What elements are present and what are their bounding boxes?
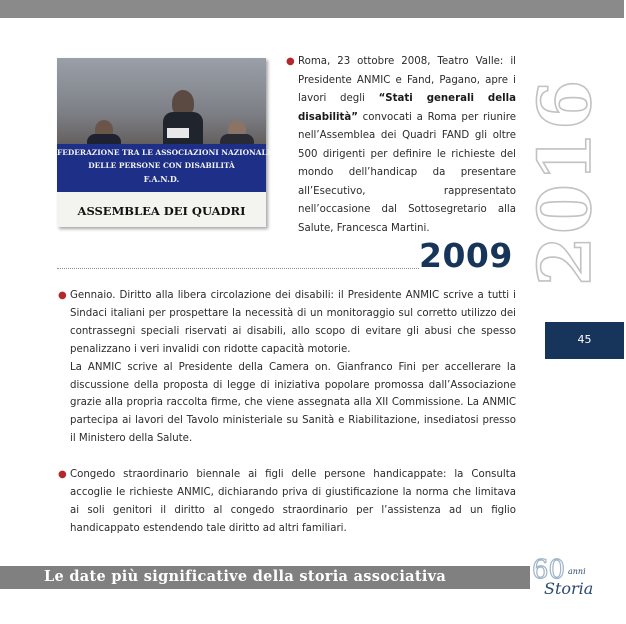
side-year-watermark [522,32,626,332]
photo-papers [167,128,189,138]
anni-storia-logo [530,552,592,602]
photo-banner-line3: F.A.N.D. [143,174,180,184]
dotted-divider [57,268,419,269]
intro-text-bold: “Stati generali della disabilità” [298,93,516,123]
logo-word-big: Storia [544,579,594,598]
page-number-box [545,322,624,359]
photo-banner-line2: DELLE PERSONE CON DISABILITÀ [88,161,235,170]
footer-title: Le date più significative della storia associativa [44,568,447,585]
footer-bar [0,566,530,589]
entry-congedo-p1: Congedo straordinario biennale ai figli delle persone handicappate: la Consulta accoglie le richieste ANMIC, dichiarando priva di giustificazione la norma che limitava ai soli genitori il diritto al congedo straordinario per l’assistenza ad un figlio handicappato estendendo tale diritto ad altri familiari. [70,469,516,534]
intro-text-part2: convocati a Roma per riunire nell’Assemblea dei Quadri FAND gli oltre 500 dirigenti per definire le richieste del mondo dell’handicap da presentare all’Esecutivo, rappresentato nell’occasione dal Sottosegretario alla Salute, Francesca Martini. [298,111,516,234]
intro-text-part1: Roma, 23 ottobre 2008, Teatro Valle: il Presidente ANMIC e Fand, Pagano, apre i lavori degli [298,56,516,104]
logo-number: 60 [532,555,566,585]
entry-congedo [58,466,516,538]
entry-gennaio-p2: La ANMIC scrive al Presidente della Camera on. Gianfranco Fini per accellerare la discussione della proposta di legge di iniziativa popolare promossa dall’Associazione grazie alla propria raccolta firme, che viene assegnata alla XII Commissione. La ANMIC partecipa ai lavori del Tavolo ministeriale su Sanità e Riabilitazione, insediatosi presso il Ministero della Salute. [70,361,516,445]
entry-gennaio [58,287,516,448]
photo-banner-line1: FEDERAZIONE TRA LE ASSOCIAZIONI NAZIONALI [57,148,271,157]
photo-banner-main: ASSEMBLEA DEI QUADRI [77,204,246,218]
event-photo [57,58,271,227]
bullet-icon: ● [58,290,67,301]
top-bar [0,0,624,18]
entry-gennaio-p1: Gennaio. Diritto alla libera circolazione dei disabili: il Presidente ANMIC scrive a tutti i Sindaci italiani per prospettare la necessità di un monitoraggio sul corretto utilizzo dei contrassegni speciali riservati ai disabili, allo scopo di evitare gli abusi che spesso penalizzano i veri invalidi con ridotte capacità motorie. [70,290,516,355]
bullet-icon: ● [58,469,67,480]
logo-word-small: anni [568,567,586,576]
year-heading: 2009 [419,236,513,275]
intro-bullet [286,53,516,238]
page-number: 45 [577,333,592,346]
bullet-icon: ● [286,56,295,67]
side-year-text: 2016 [522,77,607,287]
